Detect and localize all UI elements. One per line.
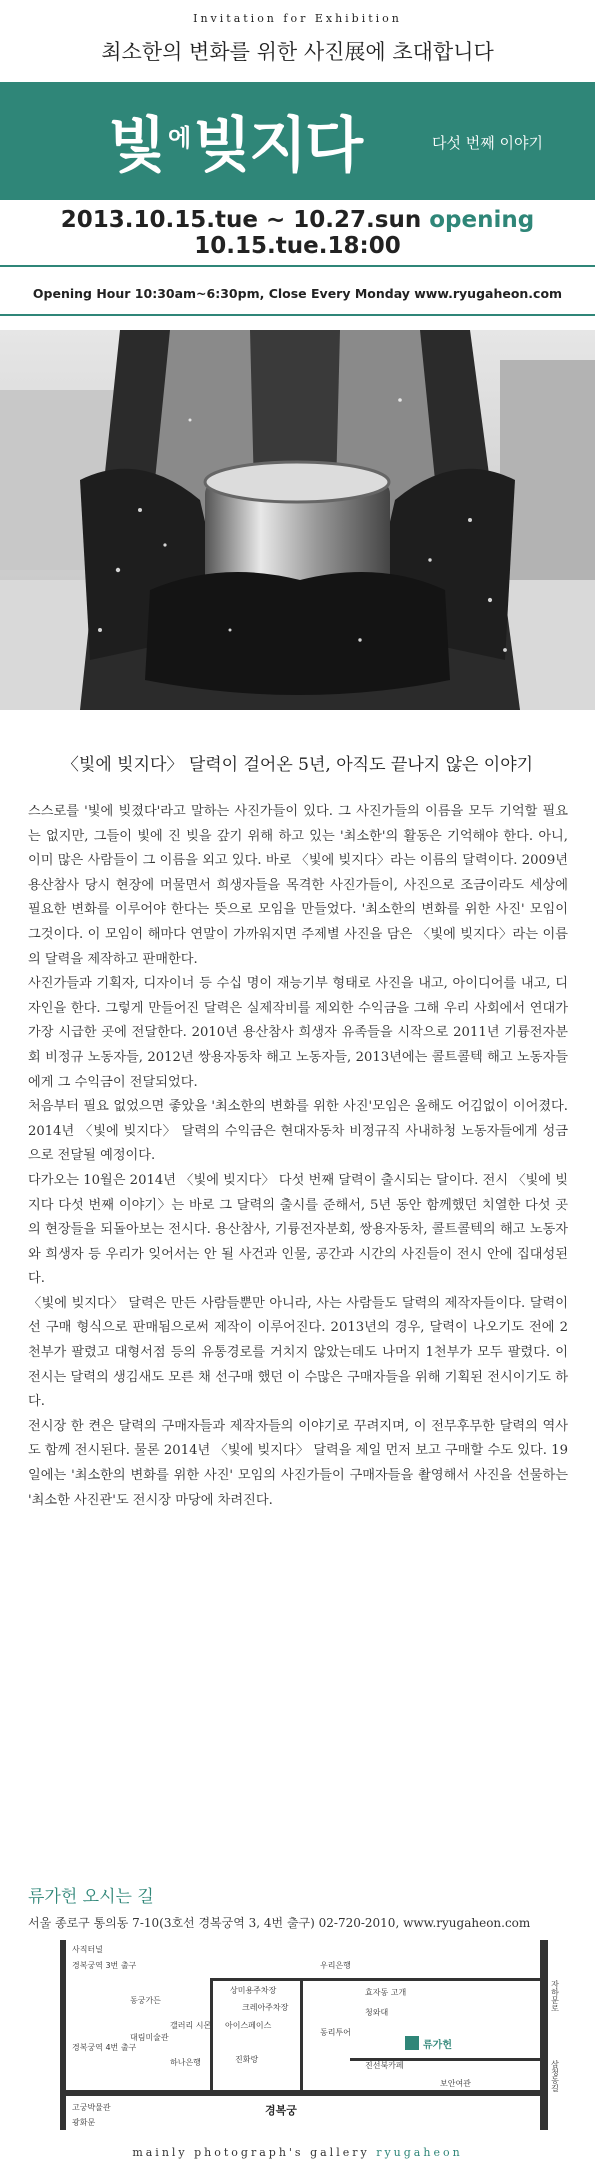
article-paragraph: 처음부터 필요 없었으면 좋았을 '최소한의 변화를 위한 사진'모임은 올해도 어김없이 이어졌다. 2014년 〈빛에 빚지다〉 달력의 수익금은 현대자동차 비정규직 사내하청 노동자들에게 성금으로 전달될 예정이다. <box>28 1099 568 1164</box>
article-paragraph: 다가오는 10월은 2014년 〈빛에 빚지다〉 다섯 번째 달력이 출시되는 달이다. 전시 〈빛에 빚지다 다섯 번째 이야기〉는 바로 그 달력의 출시를 준해서, 5년 동안 함께했던 치열한 다섯 곳의 현장들을 되돌아보는 전시다. 용산참사, 기륭전자분회, 쌍용자동차, 콜트콜텍의 해고 노동자와 희생자 등 우리가 잊어서는 안 될 사건과 인물, 공간과 시간의 사진들이 전시 안에 집대성된다. <box>28 1172 568 1287</box>
map-label: 아이스페이스 <box>225 2021 272 2030</box>
article-paragraph: 사진가들과 기획자, 디자이너 등 수십 명이 재능기부 형태로 사진을 내고, 아이디어를 내고, 디자인을 한다. 그렇게 만들어진 달력은 실제작비를 제외한 수익금을 그해 우리 사회에서 연대가 가장 시급한 곳에 전달한다. 2010년 용산참사 희생자 유족들을 시작으로 2011년 기륭전자분회 비정규 노동자들, 2012년 쌍용자동차 해고 노동자들, 2013년에는 콜트콜텍 해고 노동자들에게 그 수익금이 전달되었다. <box>28 976 568 1090</box>
map-label: 진화랑 <box>235 2055 259 2064</box>
gallery-address: 서울 종로구 통의동 7-10(3호선 경복궁역 3, 4번 출구) 02-720-2010, www.ryugaheon.com <box>28 1916 531 1930</box>
map-label: 대림미술관 <box>130 2033 169 2042</box>
exhibition-edition: 다섯 번째 이야기 <box>432 134 543 152</box>
map-label: 갤러리 시몬 <box>170 2021 212 2030</box>
article-paragraph: 〈빛에 빚지다〉 달력은 만든 사람들뿐만 아니라, 사는 사람들도 달력의 제작자들이다. 달력이 선 구매 형식으로 판매됨으로써 제작이 이루어진다. 2013년의 경우, 달력이 나오기도 전에 2천부가 팔렸고 대형서점 등의 유통경로를 거치지 않았는데도 나머지 1천부가 모두 팔렸다. 이 전시는 달력의 생김새도 모른 채 선구매 했던 이 수많은 구매자들을 위해 기획된 전시이기도 하다. <box>28 1295 568 1410</box>
gallery-marker <box>405 2036 419 2050</box>
footer: mainly photograph's gallery ryugaheon <box>132 2146 463 2159</box>
map-label: 하나은행 <box>170 2058 201 2067</box>
location-map <box>20 1940 575 2130</box>
article-paragraph: 전시장 한 켠은 달력의 구매자들과 제작자들의 이야기로 꾸려지며, 이 전무후무한 달력의 역사도 함께 전시된다. 물론 2014년 〈빛에 빚지다〉 달력을 제일 먼저 보고 구매할 수도 있다. 19일에는 '최소한의 변화를 위한 사진' 모임의 사진가들이 구매자들을 촬영해서 사진을 선물하는 '최소한 사진관'도 전시장 마당에 차려진다. <box>28 1418 568 1508</box>
map-label: 사직터널 <box>72 1945 103 1954</box>
map-label: 동리투어 <box>320 2028 351 2037</box>
opening-hours: Opening Hour 10:30am~6:30pm, Close Every Monday www.ryugaheon.com <box>32 286 563 301</box>
exhibition-title: 빛 $^에$빚지다 <box>108 111 362 181</box>
map-label: 크레아주차장 <box>242 2003 289 2012</box>
exhibition-photo <box>0 330 595 710</box>
exhibition-dates: 2013.10.15.tue ~ 10.27.sun opening 10.15.tue.18:00 <box>60 207 535 259</box>
map-label: 효자동 고개 <box>365 1988 407 1997</box>
map-label: 진선북카페 <box>365 2061 404 2070</box>
map-label: 경복궁역 4번 출구 <box>72 2043 137 2052</box>
map-label: 고궁박물관 <box>72 2103 111 2112</box>
map-label-palace: 경복궁 <box>265 2104 297 2117</box>
article-body <box>28 800 568 1513</box>
divider-top <box>0 265 595 267</box>
map-gallery-label: 류가헌 <box>423 2040 452 2051</box>
article-paragraph: 스스로를 '빛에 빚졌다'라고 말하는 사진가들이 있다. 그 사진가들의 이름을 모두 기억할 필요는 없지만, 그들이 빛에 진 빚을 갚기 위해 하고 있는 '최소한'의 활동은 기억해야 한다. 아니, 이미 많은 사람들이 그 이름을 외고 있다. 바로 〈빛에 빚지다〉라는 이름의 달력이다. 2009년 용산참사 당시 현장에 머물면서 희생자들을 목격한 사진가들이, 사진으로 조금이라도 세상에 필요한 변화를 이루어야 한다는 뜻으로 모임을 만들었다. '최소한의 변화를 위한 사진' 모임이 그것이다. 이 모임이 해마다 연말이 가까워지면 주제별 사진을 담은 〈빛에 빚지다〉라는 이름의 달력을 제작하고 판매한다. <box>28 804 568 967</box>
map-label: 자하문로 <box>550 1980 560 2012</box>
invitation-heading: Invitation for Exhibition <box>193 12 402 25</box>
title-banner <box>0 82 595 200</box>
directions-title: 류가헌 오시는 길 <box>28 1887 154 1907</box>
exhibition-subtitle: 최소한의 변화를 위한 사진展에 초대합니다 <box>101 40 494 64</box>
map-label: 보안여관 <box>440 2079 471 2088</box>
article-title: 〈빛에 빚지다〉 달력이 걸어온 5년, 아직도 끝나지 않은 이야기 <box>61 755 534 775</box>
map-label: 광화문 <box>72 2118 96 2127</box>
map-label: 우리은행 <box>320 1961 351 1970</box>
map-label: 삼청동길 <box>550 2060 560 2092</box>
divider-bottom <box>0 314 595 316</box>
map-label: 청와대 <box>365 2008 389 2017</box>
map-label: 상미용주차장 <box>230 1986 277 1995</box>
map-label: 경복궁역 3번 출구 <box>72 1961 137 1970</box>
map-label: 동궁가든 <box>130 1996 161 2005</box>
